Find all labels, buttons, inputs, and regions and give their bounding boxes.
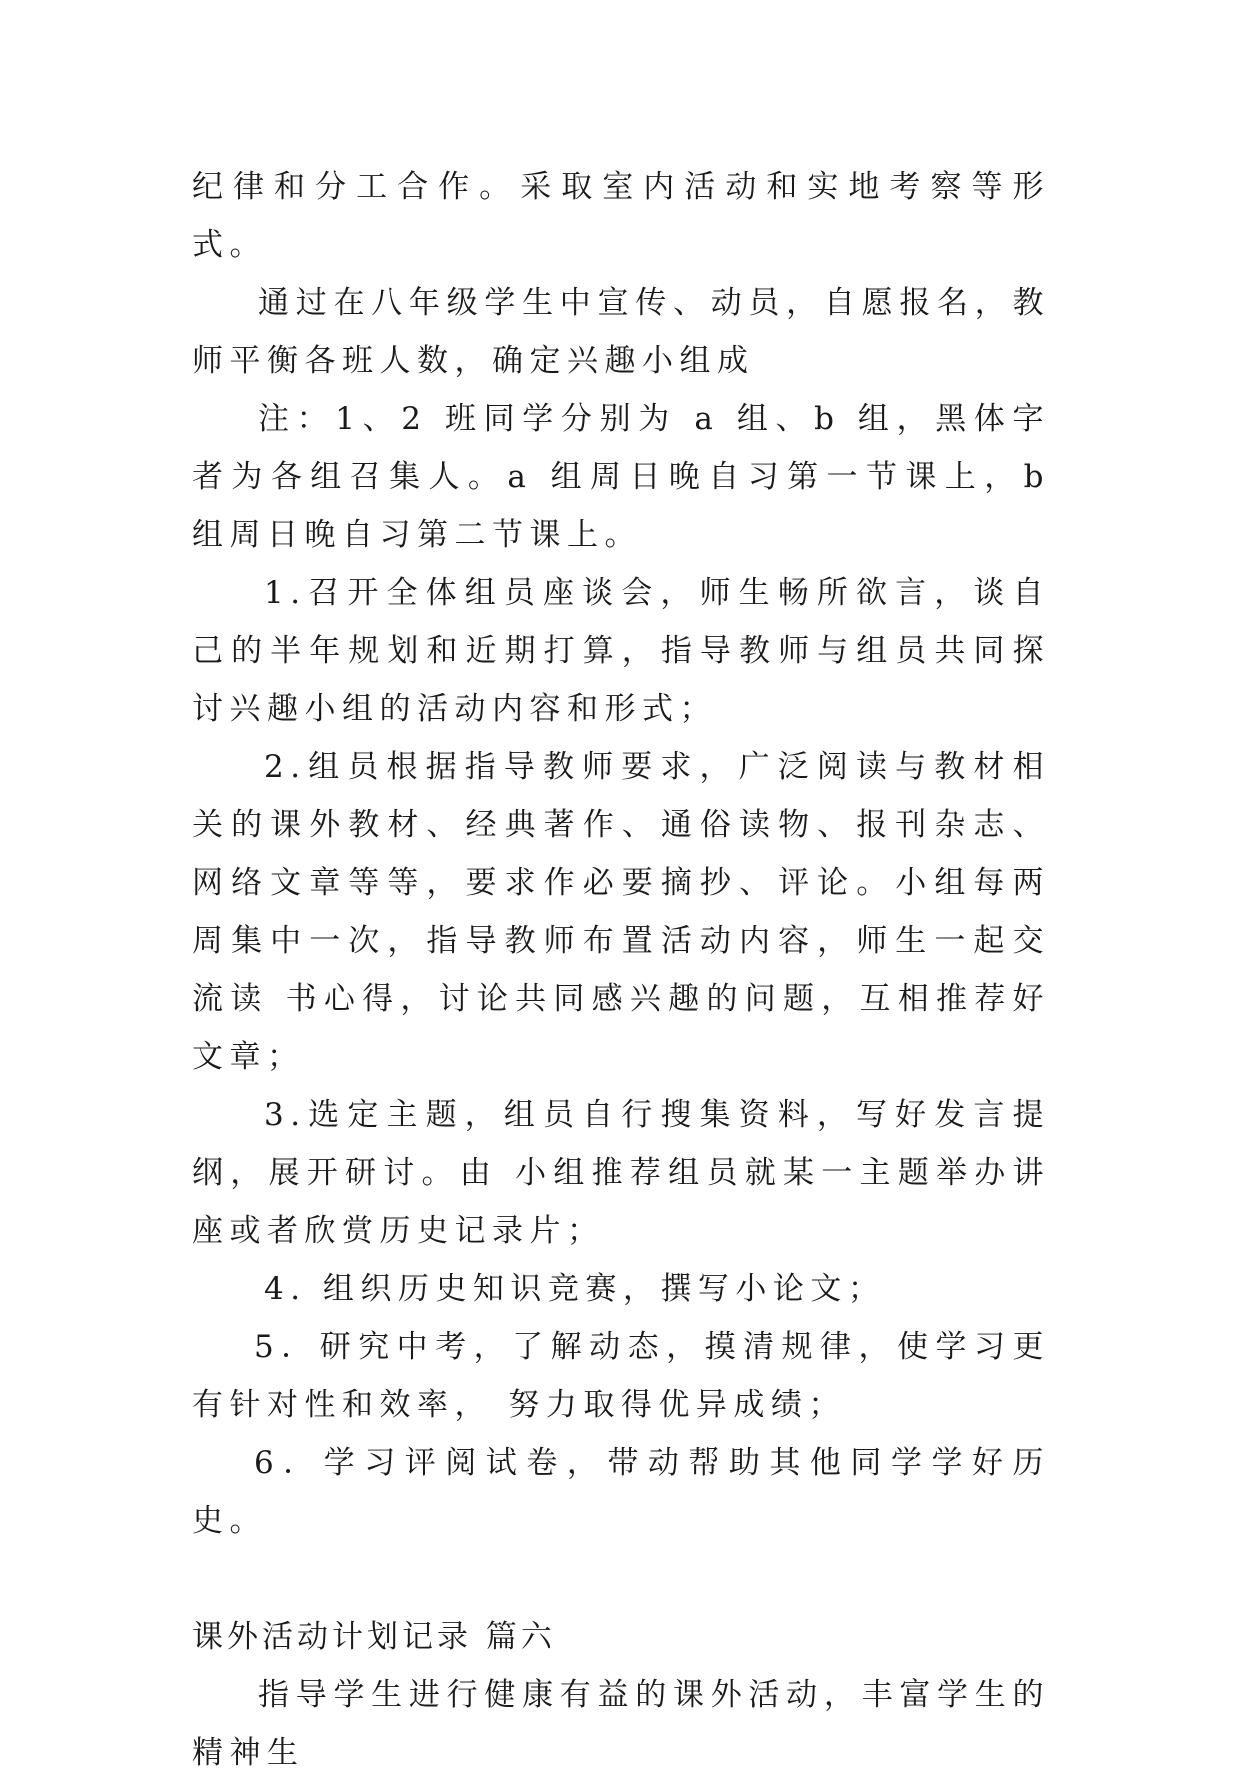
section-spacer — [192, 1550, 1050, 1608]
section-title: 课外活动计划记录 篇六 — [192, 1619, 556, 1655]
list-item-2: 2.组员根据指导教师要求，广泛阅读与教材相关的课外教材、经典著作、通俗读物、报刊杂志、网络文章等等，要求作必要摘抄、评论。小组每两周集中一次，指导教师布置活动内容，师生一起交流读 书心得，讨论共同感兴趣的问题，互相推荐好文章； — [192, 749, 1050, 1075]
paragraph-recruitment: 通过在八年级学生中宣传、动员，自愿报名，教 师平衡各班人数，确定兴趣小组成 — [192, 285, 1050, 379]
list-item-4: 4. 组织历史知识竞赛，撰写小论文； — [264, 1271, 886, 1307]
paragraph-continuation: 纪律和分工合作。采取室内活动和实地考察等形式。 — [192, 169, 1050, 263]
list-item-1: 1.召开全体组员座谈会，师生畅所欲言，谈自己的半年规划和近期打算，指导教师与组员共同探讨兴趣小组的活动内容和形式； — [192, 575, 1050, 727]
list-item-3: 3.选定主题，组员自行搜集资料，写好发言提纲，展开研讨。由 小组推荐组员就某一主题举办讲座或者欣赏历史记录片； — [192, 1097, 1050, 1249]
document-body — [192, 158, 1050, 1782]
list-item-6: 6．学习评阅试卷，带动帮助其他同学学好历史。 — [192, 1445, 1050, 1539]
list-item-5: 5．研究中考，了解动态，摸清规律，使学习更有针对性和效率， 努力取得优异成绩； — [192, 1329, 1050, 1423]
paragraph-intro: 指导学生进行健康有益的课外活动，丰富学生的精神生 — [192, 1677, 1050, 1771]
paragraph-note: 注：1、2 班同学分别为 a 组、b 组，黑体字者为各组召集人。a 组周日晚自习第一节课上，b 组周日晚自习第二节课上。 — [192, 401, 1050, 553]
